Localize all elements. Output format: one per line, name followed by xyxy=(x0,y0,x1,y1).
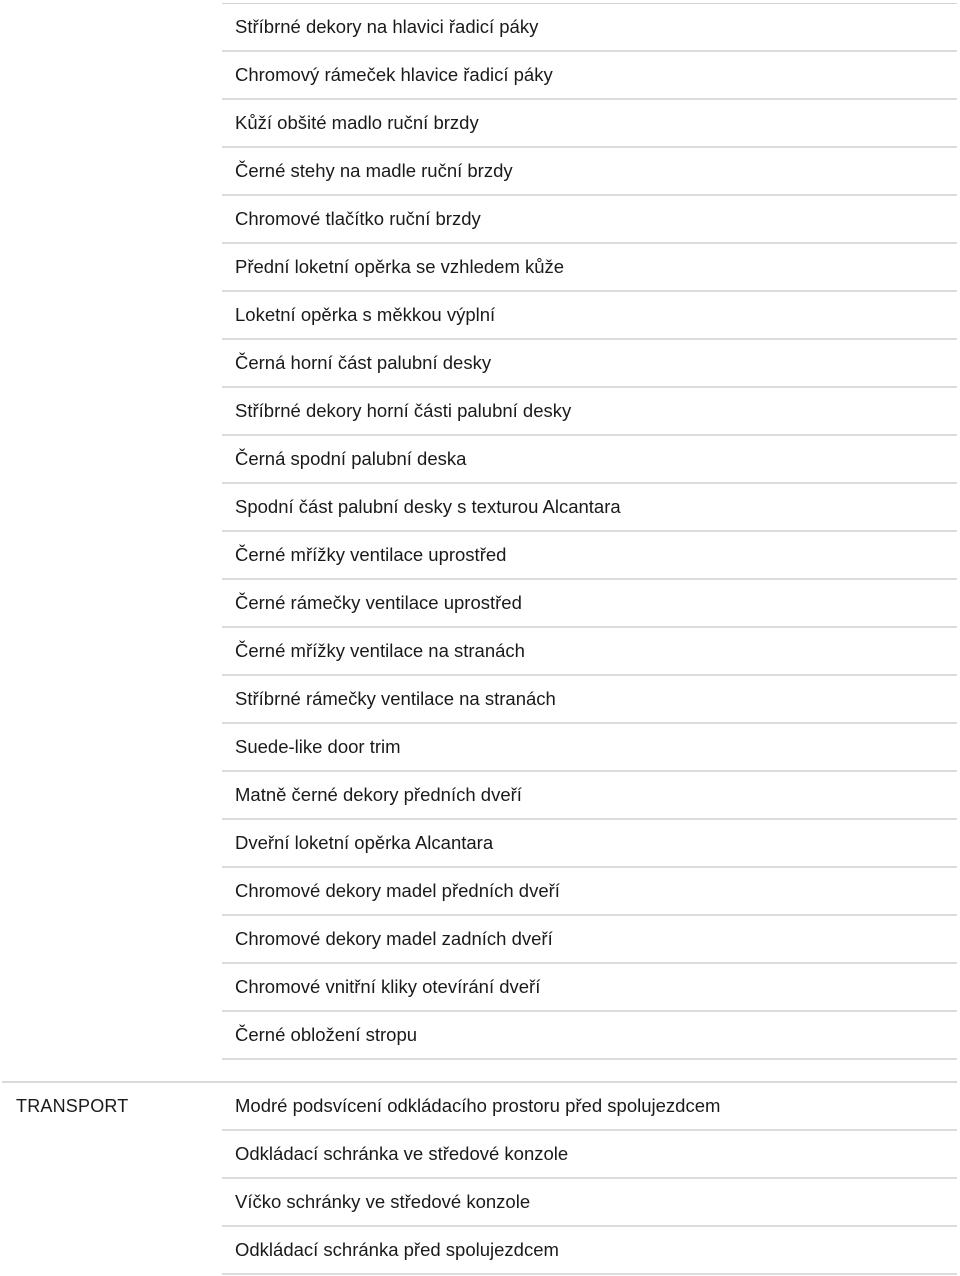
list-item: Chromové dekory madel předních dveří xyxy=(222,868,957,916)
list-item: Přední loketní opěrka se vzhledem kůže xyxy=(222,244,957,292)
list-item: Černé stehy na madle ruční brzdy xyxy=(222,148,957,196)
list-item: Modré podsvícení odkládacího prostoru před spolujezdcem xyxy=(222,1083,957,1131)
list-item: Odkládací schránka před spolujezdcem xyxy=(222,1227,957,1275)
transport-feature-list xyxy=(222,1083,957,1275)
list-item: Spodní část palubní desky s texturou Alcantara xyxy=(222,484,957,532)
list-item: Černé obložení stropu xyxy=(222,1012,957,1060)
interior-feature-list xyxy=(222,4,957,1060)
list-item: Odkládací schránka ve středové konzole xyxy=(222,1131,957,1179)
list-item: Stříbrné dekory na hlavici řadicí páky xyxy=(222,4,957,52)
list-item: Černé mřížky ventilace uprostřed xyxy=(222,532,957,580)
list-item: Černé mřížky ventilace na stranách xyxy=(222,628,957,676)
list-item: Víčko schránky ve středové konzole xyxy=(222,1179,957,1227)
list-item: Černé rámečky ventilace uprostřed xyxy=(222,580,957,628)
list-item: Matně černé dekory předních dveří xyxy=(222,772,957,820)
list-item: Chromový rámeček hlavice řadicí páky xyxy=(222,52,957,100)
list-item: Dveřní loketní opěrka Alcantara xyxy=(222,820,957,868)
list-item: Chromové dekory madel zadních dveří xyxy=(222,916,957,964)
list-item: Chromové tlačítko ruční brzdy xyxy=(222,196,957,244)
list-item: Chromové vnitřní kliky otevírání dveří xyxy=(222,964,957,1012)
list-item: Kůží obšité madlo ruční brzdy xyxy=(222,100,957,148)
section-title: TRANSPORT xyxy=(16,1096,129,1116)
list-item: Černá horní část palubní desky xyxy=(222,340,957,388)
list-item: Černá spodní palubní deska xyxy=(222,436,957,484)
list-item: Stříbrné dekory horní části palubní desky xyxy=(222,388,957,436)
list-item: Suede-like door trim xyxy=(222,724,957,772)
list-item: Loketní opěrka s měkkou výplní xyxy=(222,292,957,340)
list-item: Stříbrné rámečky ventilace na stranách xyxy=(222,676,957,724)
